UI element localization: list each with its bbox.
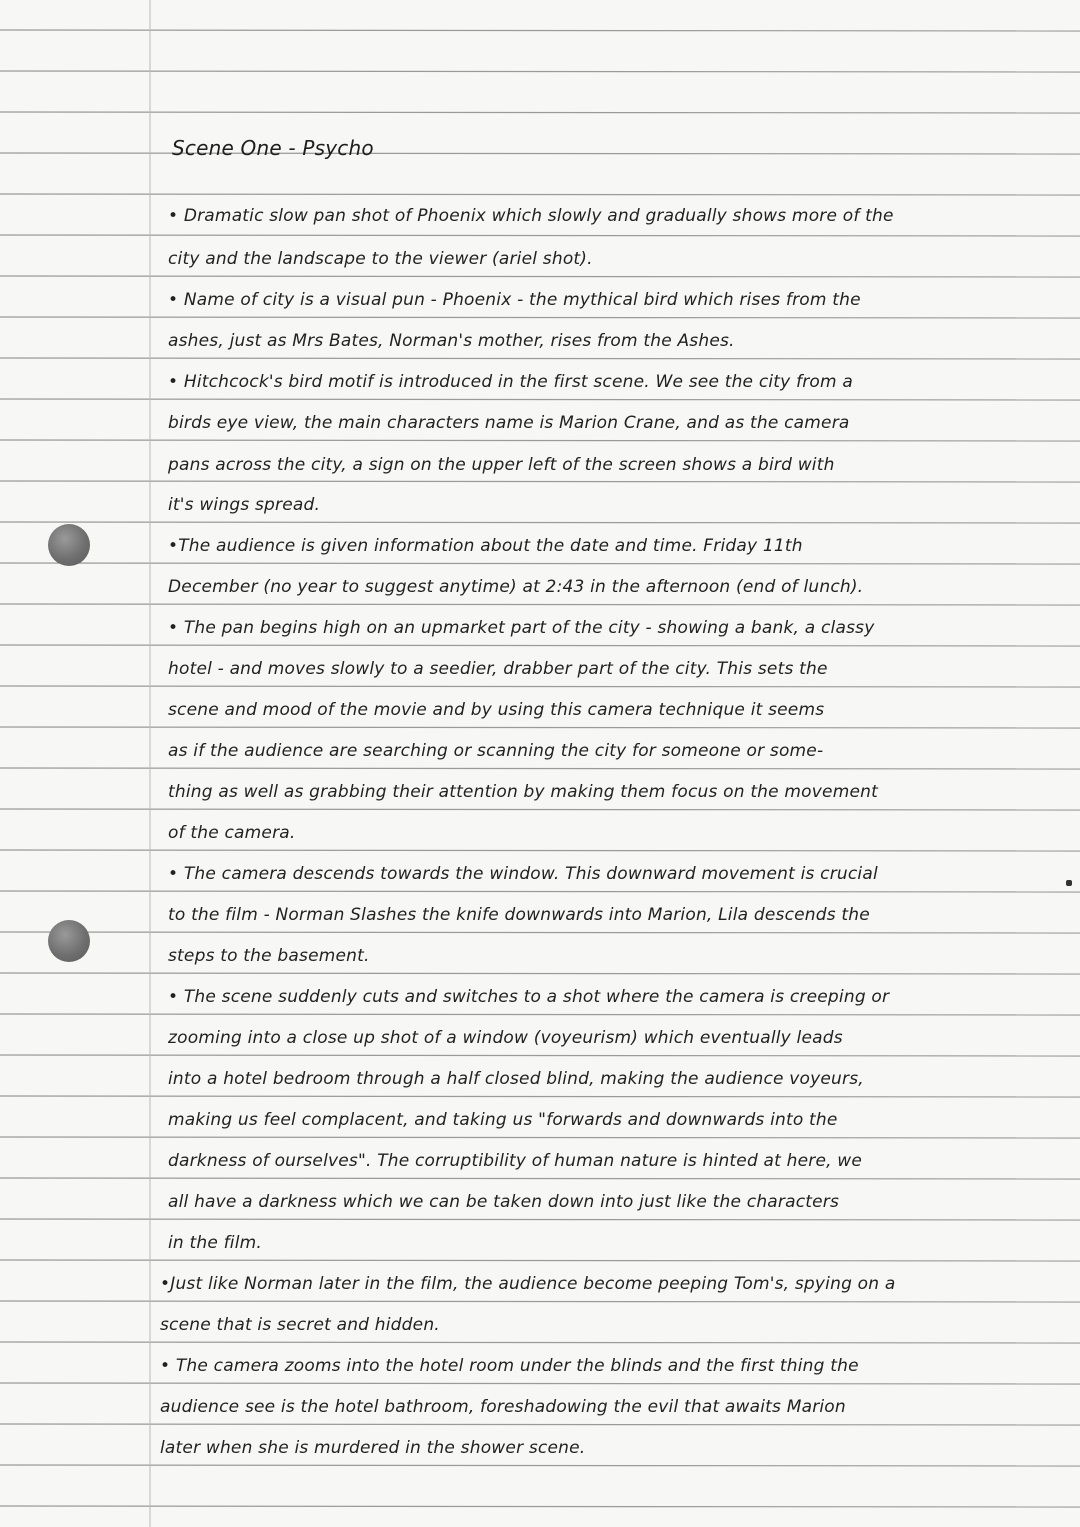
text-line: ashes, just as Mrs Bates, Norman's mother, rises from the Ashes. <box>168 331 735 351</box>
text-line: •The audience is given information about the date and time. Friday 11th <box>168 536 803 556</box>
text-line: later when she is murdered in the shower scene. <box>160 1438 586 1458</box>
text-line: birds eye view, the main characters name is Marion Crane, and as the camera <box>168 413 850 433</box>
text-line: audience see is the hotel bathroom, foreshadowing the evil that awaits Marion <box>160 1397 846 1417</box>
text-line: in the film. <box>168 1233 262 1253</box>
text-line: pans across the city, a sign on the upper left of the screen shows a bird with <box>168 455 835 475</box>
text-line: scene that is secret and hidden. <box>160 1315 440 1335</box>
text-line: zooming into a close up shot of a window (voyeurism) which eventually leads <box>168 1028 843 1048</box>
text-line: to the film - Norman Slashes the knife downwards into Marion, Lila descends the <box>168 905 870 925</box>
text-line: of the camera. <box>168 823 296 843</box>
text-line: steps to the basement. <box>168 946 370 966</box>
text-line: • The camera zooms into the hotel room under the blinds and the first thing the <box>160 1356 859 1376</box>
text-line: all have a darkness which we can be taken down into just like the characters <box>168 1192 840 1212</box>
text-line: • The scene suddenly cuts and switches to a shot where the camera is creeping or <box>168 987 890 1007</box>
text-line: •Just like Norman later in the film, the audience become peeping Tom's, spying on a <box>160 1274 896 1294</box>
text-line: • Hitchcock's bird motif is introduced in the first scene. We see the city from a <box>168 372 853 392</box>
text-line: into a hotel bedroom through a half closed blind, making the audience voyeurs, <box>168 1069 864 1089</box>
text-line: making us feel complacent, and taking us "forwards and downwards into the <box>168 1110 838 1130</box>
text-line: as if the audience are searching or scanning the city for someone or some- <box>168 741 824 761</box>
text-line: scene and mood of the movie and by using this camera technique it seems <box>168 700 825 720</box>
page-title: Scene One - Psycho <box>172 136 374 160</box>
text-line: December (no year to suggest anytime) at 2:43 in the afternoon (end of lunch). <box>168 577 864 597</box>
text-line: darkness of ourselves". The corruptibility of human nature is hinted at here, we <box>168 1151 863 1171</box>
text-line: it's wings spread. <box>168 495 321 515</box>
text-line: thing as well as grabbing their attention by making them focus on the movement <box>168 782 878 802</box>
text-line: • The pan begins high on an upmarket part of the city - showing a bank, a classy <box>168 618 875 638</box>
text-line: hotel - and moves slowly to a seedier, drabber part of the city. This sets the <box>168 659 828 679</box>
text-line: city and the landscape to the viewer (ariel shot). <box>168 249 593 269</box>
text-line: • The camera descends towards the window. This downward movement is crucial <box>168 864 878 884</box>
text-line: • Name of city is a visual pun - Phoenix - the mythical bird which rises from the <box>168 290 861 310</box>
text-line: • Dramatic slow pan shot of Phoenix which slowly and gradually shows more of the <box>168 206 894 226</box>
